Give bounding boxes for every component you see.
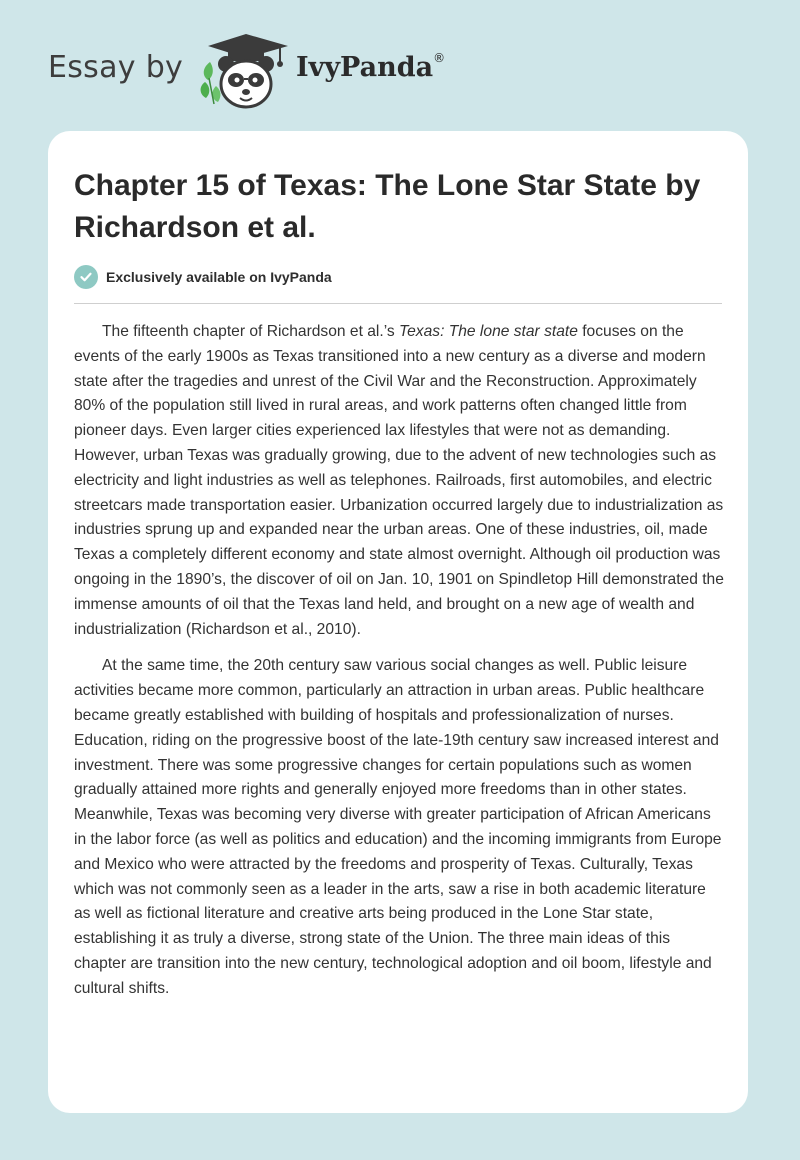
check-circle-icon: [74, 265, 98, 289]
exclusive-badge: [74, 264, 332, 290]
divider: [74, 303, 722, 304]
brand-name[interactable]: IvyPanda®: [296, 51, 446, 83]
paragraph: The fifteenth chapter of Richardson et al.’s Texas: The lone star state focuses on the events of the early 1900s as Texas transitioned into a new century as a diverse and modern state after the tragedies and unrest of the Civil War and the Reconstruction. Approximately 80% of the population still lived in rural areas, and work patterns often changed little from pioneer days. Even larger cities experienced lax lifestyles that were not as demanding. However, urban Texas was gradually growing, due to the advent of new technologies such as electricity and light industries as well as telephones. Railroads, first automobiles, and electric streetcars made transportation easier. Urbanization occurred largely due to industrialization as industries sprung up and expanded near the urban areas. One of these industries, oil, made Texas a completely different economy and state almost overnight. Although oil production was ongoing in the 1890’s, the discover of oil on Jan. 10, 1901 on Spindletop Hill demonstrated the immense amounts of oil that the Texas land held, and brought on a new age of wealth and industrialization (Richardson et al., 2010).: [74, 323, 724, 638]
paragraph: At the same time, the 20th century saw various social changes as well. Public leisure activities became more common, particularly an attraction in urban areas. Public healthcare became greatly established with building of hospitals and professionalization of nurses. Education, riding on the progressive boost of the late-19th century saw increased interest and investment. There was some progressive changes for certain populations such as women gradually attained more rights and generally enjoyed more freedoms than in other states. Meanwhile, Texas was becoming very diverse with greater participation of African Americans in the labor force (as well as politics and education) and the incoming immigrants from Europe and Mexico who were attracted by the freedoms and prosperity of Texas. Culturally, Texas which was not commonly seen as a leader in the arts, saw a rise in both academic literature as well as fictional literature and creative arts being produced in the Lone Star state, establishing it as truly a diverse, strong state of the Union. The three main ideas of this chapter are transition into the new century, technological adoption and oil boom, lifestyle and cultural shifts.: [74, 657, 722, 997]
essay-card: [48, 131, 748, 1113]
site-header: [0, 0, 800, 120]
essay-body: [74, 320, 726, 1014]
essay-by-label: Essay by: [48, 50, 184, 85]
panda-graduate-logo-icon[interactable]: [196, 32, 296, 112]
book-title: Texas: The lone star state: [399, 323, 578, 340]
registered-mark: ®: [433, 51, 446, 65]
ivy-leaf-icon: [201, 62, 221, 104]
exclusive-label: Exclusively available on IvyPanda: [106, 269, 332, 285]
page-title: Chapter 15 of Texas: The Lone Star State by Richardson et al.: [74, 169, 701, 244]
